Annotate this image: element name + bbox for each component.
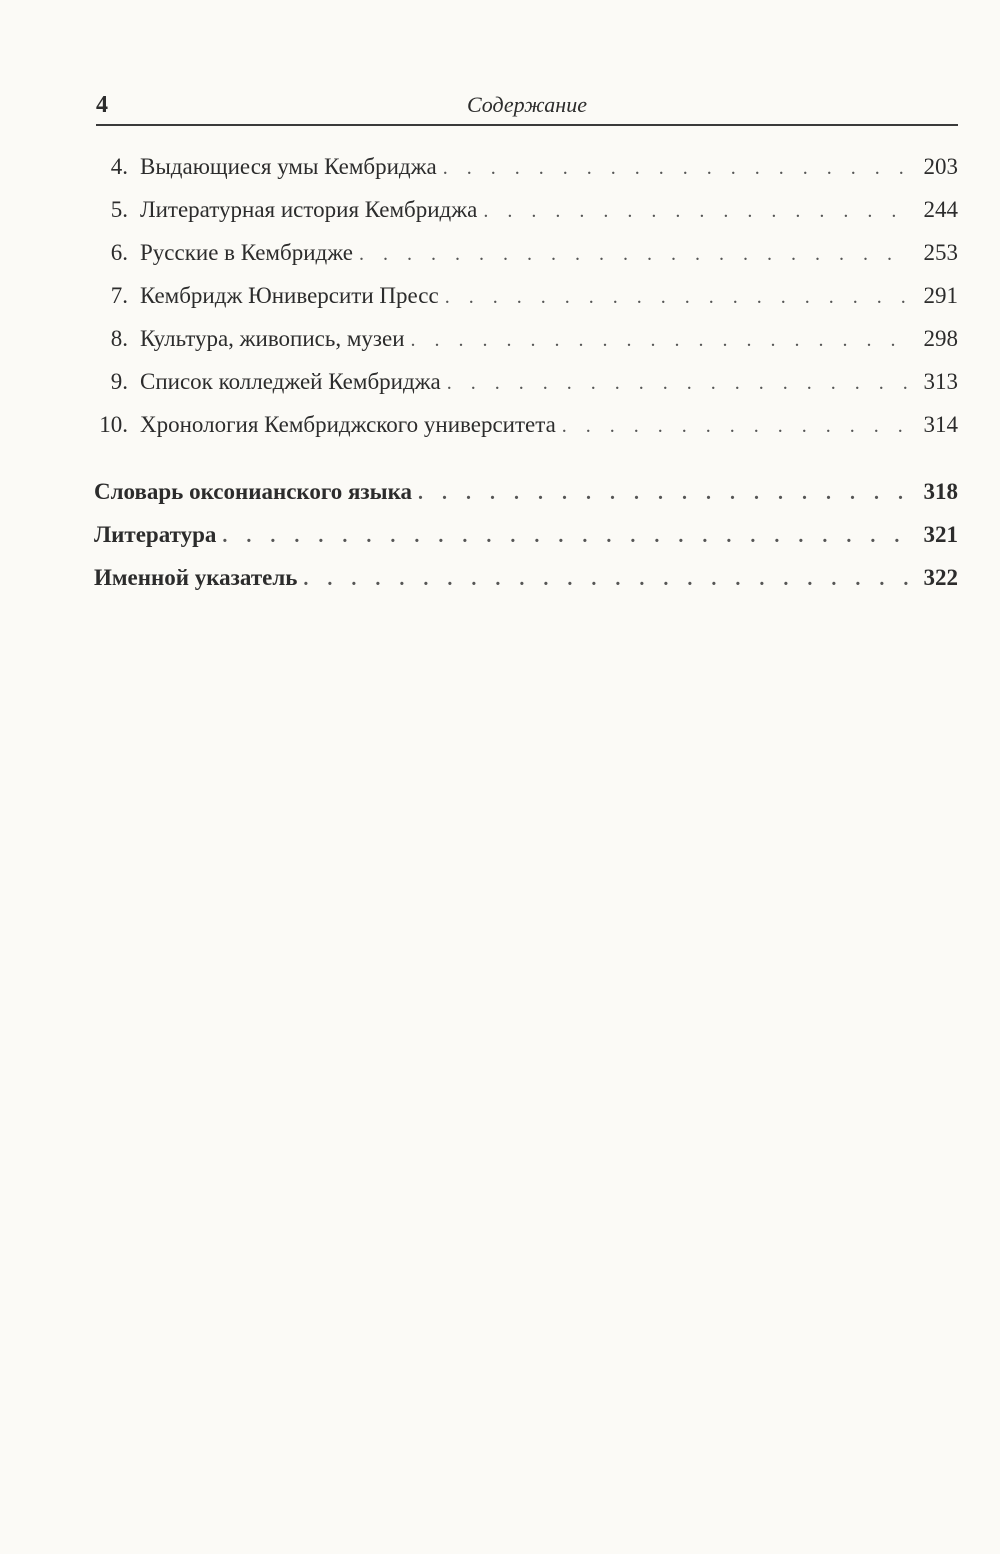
page-number: 4: [96, 92, 108, 118]
toc-entry-title: Список колледжей Кембриджа: [140, 369, 441, 394]
table-of-contents: [94, 145, 958, 599]
toc-entry-number: 5.: [110, 197, 128, 222]
toc-entry-page: 291: [923, 283, 958, 308]
dot-leader: [447, 362, 912, 405]
toc-entry-title: Русские в Кембридже: [140, 240, 353, 265]
toc-entry: [94, 231, 958, 274]
toc-entry: [94, 188, 958, 231]
toc-entry-title: Кембридж Юниверсити Пресс: [140, 283, 439, 308]
toc-entry-page: 253: [923, 240, 958, 265]
toc-entry-page: 244: [923, 197, 958, 222]
toc-entry-title: Хронология Кембриджского университета: [140, 412, 556, 437]
dot-leader: [411, 319, 912, 362]
toc-entry-number: 6.: [110, 240, 128, 265]
dot-leader: [418, 472, 912, 515]
toc-entry: [94, 403, 958, 446]
dot-leader: [443, 147, 912, 190]
toc-major-entry-page: 321: [923, 522, 958, 547]
toc-major-entry: [94, 556, 958, 599]
toc-entry-number: 4.: [110, 154, 128, 179]
toc-major-entry-title: Словарь оксонианского языка: [94, 479, 413, 504]
toc-entry: [94, 145, 958, 188]
running-head-title: Содержание: [466, 92, 587, 117]
toc-entry-page: 314: [923, 412, 958, 437]
toc-major-entry-page: 318: [923, 479, 958, 504]
toc-major-entry-page: 322: [923, 565, 958, 590]
section-spacer: [94, 446, 958, 470]
toc-entry-title: Литературная история Кембриджа: [140, 197, 478, 222]
dot-leader: [562, 405, 912, 448]
toc-entry-title: Культура, живопись, музеи: [140, 326, 405, 351]
toc-major-entry-title: Именной указатель: [94, 565, 298, 590]
toc-major-entry: [94, 470, 958, 513]
toc-entry: [94, 360, 958, 403]
running-head: [96, 88, 958, 126]
toc-entry-number: 10.: [99, 412, 128, 437]
toc-major-entry: [94, 513, 958, 556]
toc-entry-page: 313: [923, 369, 958, 394]
toc-entry-title: Выдающиеся умы Кембриджа: [140, 154, 437, 179]
toc-entry-number: 7.: [110, 283, 128, 308]
toc-entry-page: 203: [923, 154, 958, 179]
dot-leader: [359, 233, 912, 276]
dot-leader: [483, 190, 912, 233]
toc-entry-page: 298: [923, 326, 958, 351]
toc-entry-number: 9.: [110, 369, 128, 394]
dot-leader: [303, 558, 912, 601]
dot-leader: [222, 515, 912, 558]
toc-entry: [94, 274, 958, 317]
dot-leader: [445, 276, 912, 319]
toc-entry: [94, 317, 958, 360]
toc-major-entry-title: Литература: [94, 522, 217, 547]
toc-entry-number: 8.: [110, 326, 128, 351]
